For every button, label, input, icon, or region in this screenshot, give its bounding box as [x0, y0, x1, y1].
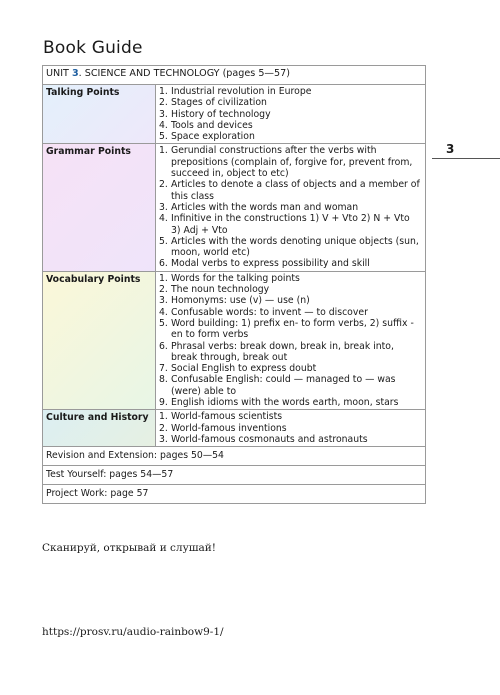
list-item: 1. Industrial revolution in Europe: [159, 86, 312, 97]
section-label: Talking Points: [43, 85, 156, 143]
page-number-rule: [432, 158, 500, 159]
unit-number: 3: [71, 68, 79, 79]
list-item: 3. World-famous cosmonauts and astronauts: [159, 433, 368, 445]
section-items: [156, 85, 425, 143]
list-item: 1. Words for the talking points: [159, 272, 300, 284]
section-row-culture-and-history: [43, 410, 425, 447]
list-item: 4. Tools and devices: [159, 119, 253, 131]
book-title: Book Guide: [43, 38, 143, 58]
list-item: 6. Modal verbs to express possibility and skill: [159, 258, 370, 270]
list-item: 4. Confusable words: to invent — to discover: [159, 306, 368, 318]
list-item: 9. English idioms with the words earth, moon, stars: [159, 397, 399, 409]
list-item: 4. Infinitive in the constructions 1) V + Vto 2) N + Vto 3) Adj + Vto: [159, 213, 410, 236]
list-item: 2. Articles to denote a class of objects and a member of this class: [159, 179, 420, 202]
scan-caption: Сканируй, открывай и слушай!: [42, 542, 217, 554]
section-label: Culture and History: [43, 410, 156, 446]
page-number: 3: [446, 142, 455, 156]
list-item: 1. World-famous scientists: [159, 411, 283, 423]
unit-guide-table: [42, 65, 426, 504]
list-item: 7. Social English to express doubt: [159, 363, 317, 375]
list-item: 2. The noun technology: [159, 284, 270, 296]
test-yourself-row: Test Yourself: pages 54—57: [43, 466, 425, 485]
list-item: 5. Word building: 1) prefix en- to form verbs, 2) suffix -en to form verbs: [159, 317, 414, 341]
list-item: 1. Gerundial constructions after the verbs with prepositions (complain of, forgive for, prevent from, succeed in, object to etc): [159, 145, 413, 180]
list-item: 2. Stages of civilization: [159, 97, 267, 109]
section-label: Grammar Points: [43, 144, 156, 270]
section-row-talking-points: [43, 85, 425, 144]
unit-prefix: UNIT: [46, 68, 72, 79]
list-item: 3. Articles with the words man and woman: [159, 201, 359, 213]
list-item: 5. Articles with the words denoting unique objects (sun, moon, world etc): [159, 235, 419, 259]
section-row-vocabulary-points: [43, 272, 425, 411]
section-items: [156, 144, 425, 270]
revision-and-extension-row: Revision and Extension: pages 50—54: [43, 447, 425, 466]
audio-url-link[interactable]: https://prosv.ru/audio-rainbow9-1/: [42, 626, 224, 638]
section-row-grammar-points: [43, 144, 425, 271]
section-label: Vocabulary Points: [43, 272, 156, 410]
list-item: 3. History of technology: [159, 108, 271, 120]
list-item: 2. World-famous inventions: [159, 422, 287, 434]
list-item: 5. Space exploration: [159, 131, 255, 143]
project-work-row: Project Work: page 57: [46, 488, 149, 500]
unit-header: [43, 66, 425, 85]
list-item: 8. Confusable English: could — managed to — was (were) able to: [159, 374, 396, 397]
unit-title: . SCIENCE AND TECHNOLOGY (pages 5—57): [78, 68, 290, 79]
list-item: 3. Homonyms: use (v) — use (n): [159, 295, 310, 307]
section-items: [156, 272, 425, 410]
section-items: [156, 410, 425, 446]
list-item: 6. Phrasal verbs: break down, break in, break into, break through, break out: [159, 340, 394, 363]
